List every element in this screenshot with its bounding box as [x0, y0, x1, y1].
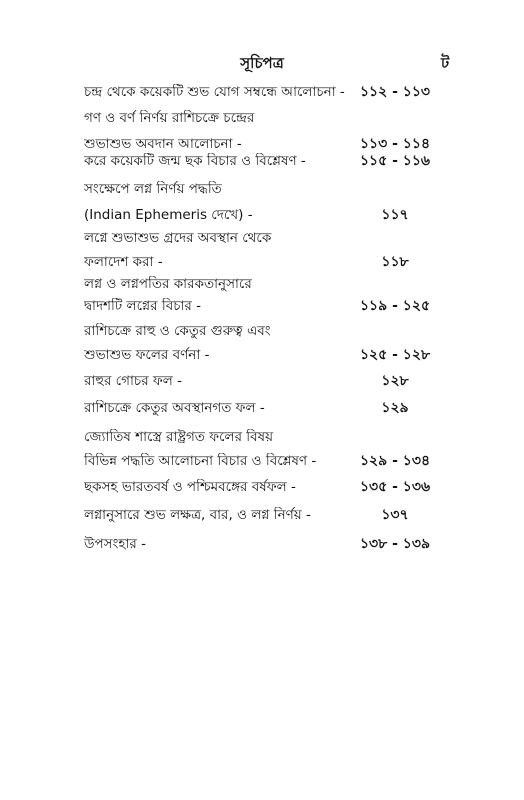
toc-entry-title: গণ ও বর্ণ নির্ণয় রাশিচক্রে চন্দ্রের [84, 110, 255, 126]
toc-entry-pages: ১১৫ - ১১৬ [359, 153, 431, 169]
toc-entry [84, 536, 444, 552]
toc-entry-pages: ১১২ - ১১৩ [359, 84, 431, 100]
toc-entry [84, 400, 444, 416]
toc-entry-pages: ১২৯ [381, 400, 409, 416]
toc-entry [84, 181, 444, 223]
toc-entry [84, 84, 444, 100]
toc-entry [84, 323, 444, 363]
toc-entry-title: সংক্ষেপে লগ্ন নির্ণয় পদ্ধতি [84, 181, 222, 197]
toc-entry [84, 479, 444, 495]
toc-entry-title: লগ্ন ও লগ্নপতির কারকতানুসারে [84, 276, 252, 292]
toc-entry-title-continued: দ্বাদশটি লগ্নের বিচার - [84, 298, 202, 314]
toc-entry-pages: ১৩৫ - ১৩৬ [359, 479, 431, 495]
toc-entry-pages: ১১৭ [381, 207, 409, 223]
toc-entry-title: রাশিচক্রে কেতুর অবস্থানগত ফল - [84, 400, 265, 416]
toc-entry-title-continued: শুভাশুভ ফলের বর্ণনা - [84, 347, 210, 363]
toc-entry-title: রাশিচক্রে রাহু ও কেতুর গুরুত্ব এবং [84, 323, 271, 339]
toc-entry [84, 153, 444, 169]
toc-entry [84, 276, 444, 314]
toc-entry-title: উপসংহার - [84, 536, 147, 552]
toc-entry [84, 429, 444, 469]
toc-entry-title: রাহুর গোচর ফল - [84, 373, 183, 389]
toc-entry-title: ছকসহ ভারতবর্ষ ও পশ্চিমবঙ্গের বর্ষফল - [84, 479, 296, 495]
toc-entry [84, 230, 444, 270]
toc-entry [84, 507, 444, 523]
toc-entry-pages: ১১৯ - ১২৫ [359, 298, 431, 314]
toc-entry-title: লগ্নানুসারে শুভ লক্ষত্র, বার, ও লগ্ন নির্ণয় - [84, 507, 311, 523]
toc-entry-title-continued: বিভিন্ন পদ্ধতি আলোচনা বিচার ও বিশ্লেষণ - [84, 453, 317, 469]
page-title: সূচিপত্র [240, 54, 284, 72]
toc-entry-pages: ১১৮ [381, 254, 409, 270]
toc-entry-pages: ১২৯ - ১৩৪ [359, 453, 431, 469]
toc-entry-title: চন্দ্র থেকে কয়েকটি শুভ যোগ সম্বন্ধে আলোচনা - [84, 84, 345, 100]
page-number: ট [441, 54, 450, 72]
toc-entry [84, 110, 444, 152]
toc-entry-title-continued: শুভাশুভ অবদান আলোচনা - [84, 136, 242, 152]
toc-entry-pages: ১২৫ - ১২৮ [359, 347, 431, 363]
toc-entry-title-continued: ফলাদেশ করা - [84, 254, 163, 270]
toc-entry-pages: ১১৩ - ১১৪ [359, 136, 431, 152]
toc-entry-title-continued: (Indian Ephemeris দেখে) - [84, 207, 253, 223]
toc-entry [84, 373, 444, 389]
toc-entry-pages: ১৩৮ - ১৩৯ [359, 536, 431, 552]
toc-entry-pages: ১৩৭ [381, 507, 409, 523]
toc-entry-title: লগ্নে শুভাশুভ গ্রদের অবস্থান থেকে [84, 230, 272, 246]
toc-entry-title: করে কয়েকটি জন্ম ছক বিচার ও বিশ্লেষণ - [84, 153, 306, 169]
toc-entry-pages: ১২৮ [381, 373, 409, 389]
toc-entry-title: জ্যোতিষ শাস্ত্রে রাষ্ট্রগত ফলের বিষয় [84, 429, 274, 445]
